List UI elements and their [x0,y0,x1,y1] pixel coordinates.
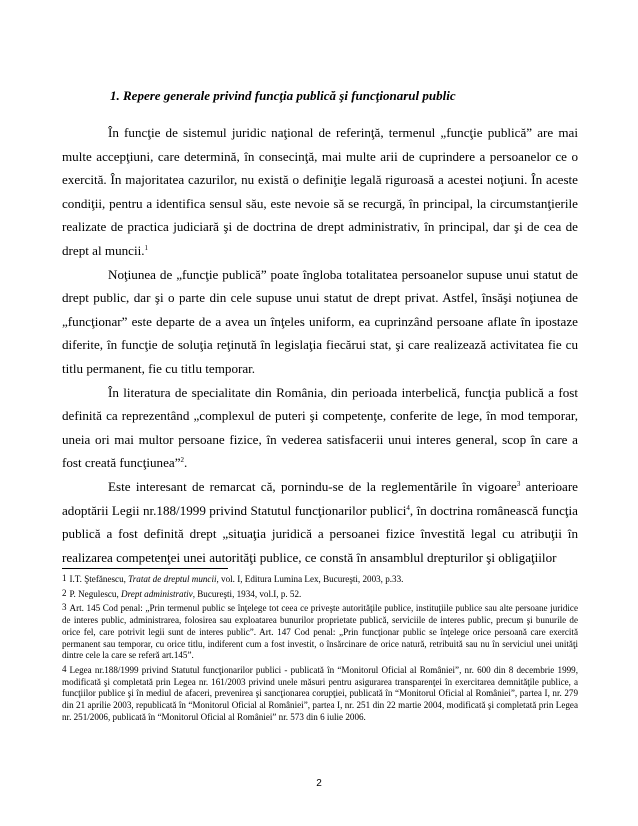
paragraph-4: Este interesant de remarcat că, pornindu-se de la reglementările în vigoare$^3$ anterioare adoptării Legii nr.188/1999 privind Statutul funcţionarilor publici$^4$, în doctrina românească funcţia publică a fost definită drept „situaţia juridică a persoanei fizice învestită legal cu atribuţii în realizarea competenţei unei autorităţi publice, ce constă în ansamblul drepturilor şi obligaţiilor [62,478,578,565]
page-number: 2 [316,778,322,789]
footnotes [62,573,578,725]
body-text [62,121,578,569]
footnote-ref-1[interactable]: 1 [144,243,149,252]
footnote-3: 3 Art. 145 Cod penal: „Prin termenul public se înţelege tot ceea ce priveşte autorităţile publice, instituţiile publice sau alte persoane juridice de interes public, administrarea, folosirea sau exploatarea bunurilor proprietate publică, serviciile de interes public, precum şi bunurile de orice fel, care potrivit legii sunt de interes public”. Art. 147 Cod penal: „Prin funcţionar public se înţelege orice persoană care exercită permanent sau temporar, cu orice titlu, indiferent cum a fost investit, o însărcinare de orice natură, retribuită sau nu în serviciul unei unităţi dintre cele la care se referă art.145”. [62,602,578,661]
footnote-separator [62,568,228,569]
footnote-1: 1 I.T. Ştefănescu, Tratat de dreptul muncii, vol. I, Editura Lumina Lex, Bucureşti, 2003, p.33. [62,573,404,584]
footnote-2: 2 P. Negulescu, Drept administrativ, Bucureşti, 1934, vol.I, p. 52. [62,587,302,599]
paragraph-3: În literatura de specialitate din România, din perioada interbelică, funcţia publică a fost definită ca reprezentând „complexul de puteri şi competenţe, conferite de lege, în mod temporar, uneia ori mai multor persoane fizice, în vederea satisfacerii unui interes general, scop în care a fost creată funcţiunea”$^2$. [62,384,578,471]
paragraph-2: Noţiunea de „funcţie publică” poate îngloba totalitatea persoanelor supuse unui statut de drept public, dar şi o parte din cele supuse unui statut de drept privat. Astfel, însăşi noţiunea de „funcţionar” este departe de a avea un înţeles uniform, ea cuprinzând persoane aflate în ipostaze diferite, în funcţie de soluţia reţinută în legislaţia fiecărui stat, şi care realizează activitatea fie cu titlu permanent, fie cu titlu temporar. [62,266,578,376]
footnote-ref-2[interactable]: 2 [180,456,185,465]
paragraph-1: În funcţie de sistemul juridic naţional de referinţă, termenul „funcţie publică” are mai multe accepţiuni, care determină, în consecinţă, mai multe arii de cuprindere a persoanelor ce o exercită. În majoritatea cazurilor, nu există o definiţie legală riguroasă a acestei noţiuni. În aceste condiţii, pentru a identifica sensul său, este nevoie să se recurgă, în principal, la circumstanţierile realizate de practica judiciară şi de doctrina de drept administrativ, în principal, dar şi de cea de drept al muncii.$^1$ [62,125,578,258]
footnote-ref-3[interactable]: 3 [516,479,521,488]
footnote-ref-4[interactable]: 4 [406,503,410,512]
section-heading: 1. Repere generale privind funcţia publică şi funcţionarul public [110,88,456,103]
footnote-4: 4 Legea nr.188/1999 privind Statutul funcţionarilor publici - publicată în “Monitorul Oficial al României”, nr. 600 din 8 decembrie 1999, modificată şi completată prin Legea nr. 161/2003 privind unele măsuri pentru asigurarea transparenţei în exercitarea demnităţile publice, a funcţiilor publice şi în mediul de afaceri, prevenirea şi sancţionarea corupţiei, publicată în “Monitorul Oficial al României”, partea I, nr. 279 din 21 aprilie 2003, republicată în “Monitorul Oficial al României”, partea I, nr. 251 din 22 martie 2004, modificată şi completată prin Legea nr. 251/2006, publicată în “Monitorul Oficial al României” nr. 573 din 6 iulie 2006. [62,663,578,722]
